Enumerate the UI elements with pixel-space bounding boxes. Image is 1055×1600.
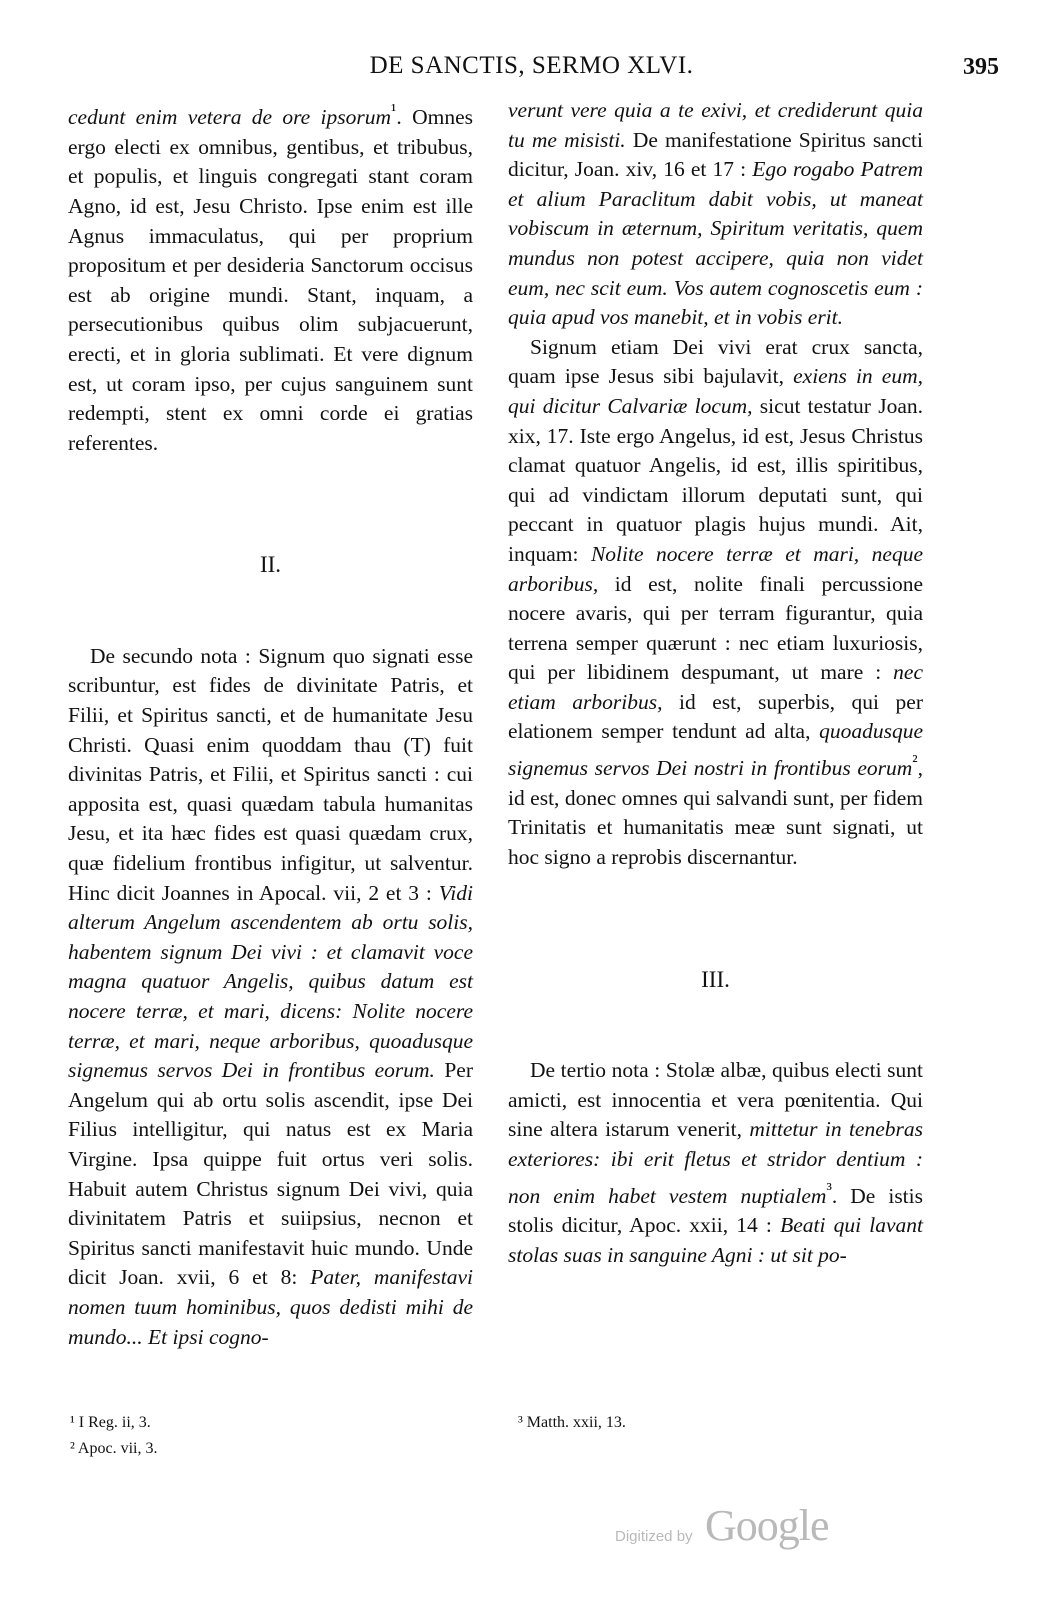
body-text: , id est, donec omnes qui salvandi sunt, per fidem Trinitatis et humanitatis meæ sunt signati, ut hoc signo a reprobis discernantur. (508, 756, 923, 869)
quote-text: Ego rogabo Patrem et alium Paraclitum dabit vobis, ut maneat vobiscum in æternum, Spiritum veritatis, quem mundus non potest accipere, quia non videt eum, nec scit eum. Vos autem cognoscetis eum : quia apud vos manebit, et in vobis erit. (508, 157, 923, 330)
right-paragraph-1 (508, 96, 923, 333)
quote-text: cedunt enim vetera de ore ipsorum (68, 105, 392, 130)
section-heading-3: III. (701, 966, 730, 992)
body-text: id est, nolite finali percussione nocere avaris, qui per terram figurantur, quia terrena semper quærunt : nec etiam luxuriosis, qui per libidinem despumant, ut mare : (508, 571, 923, 685)
digitized-watermark (615, 1500, 845, 1560)
google-logo: Google (705, 1501, 829, 1550)
right-column (508, 96, 923, 1271)
body-text: De secundo nota : Signum quo signati esse scribuntur, est fides de divinitate Patris, et Filii, et Spiritus sancti, et de humanitate Jesu Christi. Quasi enim quoddam thau (T) fuit divinitas Patris, et Filii, et Spiritus sancti : cui apposita est, quasi quædam tabula humanitas Jesu, et ita hæc fides est quasi quædam crux, quæ fidelium frontibus infigitur, ut salventur. Hinc dicit Joannes in Apocal. vii, 2 et 3 : (68, 643, 473, 905)
right-paragraph-2 (508, 333, 923, 873)
quote-text: mittetur in tenebras exteriores: ibi erit fletus et stridor dentium : non enim habet vestem nuptialem (508, 1117, 923, 1208)
running-title: DE SANCTIS, SERMO XLVI. (369, 52, 694, 79)
left-paragraph-2 (68, 642, 473, 1352)
left-paragraph-1 (68, 96, 473, 458)
footnote-marker: ³ (826, 1178, 832, 1199)
body-text: De manifestatione Spiritus sancti dicitur, Joan. xiv, 16 et 17 : (508, 127, 923, 182)
body-text: . De istis stolis dicitur, Apoc. xxii, 14 : (508, 1183, 923, 1238)
footnote-marker: ¹ (391, 100, 397, 120)
footnote-1: ¹ I Reg. ii, 3. (70, 1414, 151, 1431)
quote-text: nec etiam arboribus, (508, 660, 923, 714)
body-text: sicut testatur Joan. xix, 17. Iste ergo Angelus, id est, Jesus Christus clamat quatuor Angelis, id est, illis spiritibus, qui ad vindictam illorum deputati sunt, qui peccant in quatuor plagis hujus mundi. Ait, inquam: (508, 393, 923, 566)
quote-text: quoadusque signemus servos Dei nostri in frontibus eorum (508, 719, 923, 781)
quote-text: exiens in eum, qui dicitur Calvariæ locum, (508, 364, 924, 418)
quote-text: Vidi alterum Angelum ascendentem ab ortu solis, habentem signum Dei vivi : et clamavit voce magna quatuor Angelis, quibus datum est nocere terræ, et mari, dicens: Nolite nocere terræ, et mari, neque arboribus, quoadusque signemus servos Dei in frontibus eorum. (68, 880, 473, 1083)
footnote-3: ³ Matth. xxii, 13. (518, 1414, 626, 1431)
body-text: De tertio nota : Stolæ albæ, quibus electi sunt amicti, est innocentia et vera pœnitentia. Qui sine altera istarum venerit, (508, 1058, 923, 1142)
body-text: Signum etiam Dei vivi erat crux sancta, quam ipse Jesus sibi bajulavit, (508, 334, 923, 389)
body-text: id est, superbis, qui per elationem semper tendunt ad alta, (508, 689, 923, 744)
quote-text: Pater, manifestavi nomen tuum hominibus, quos dedisti mihi de mundo... Et ipsi cogno- (68, 1265, 473, 1349)
footnote-marker: ² (912, 751, 918, 772)
footnote-2: ² Apoc. vii, 3. (70, 1440, 158, 1457)
page-number: 395 (963, 54, 999, 80)
watermark-caption: Digitized by (615, 1528, 693, 1545)
footnotes-left (70, 1410, 370, 1462)
footnotes-right (518, 1410, 818, 1436)
body-text: . Omnes ergo electi ex omnibus, gentibus, et tribubus, et populis, et linguis congregati stant coram Agno, id est, Jesu Christo. Ipse enim est ille Agnus immaculatus, qui per proprium propositum et per desideria Sanctorum occisus est ab origine mundi. Stant, inquam, a persecutionibus quibus olim subjacuerunt, erecti, et in gloria sublimati. Et vere dignum est, ut coram ipso, per cujus sanguinem sunt redempti, stent ex omni corde ei gratias referentes. (68, 105, 473, 455)
quote-text: Beati qui lavant stolas suas in sanguine Agni : ut sit po- (508, 1213, 923, 1267)
body-text: Per Angelum qui ab ortu solis ascendit, ipse Dei Filius intelligitur, qui natus est ex Maria Virgine. Ipsa quippe fuit ortus veri solis. Habuit autem Christus signum Dei vivi, quia divinitatem Patris et suiipsius, necnon et Spiritus sancti manifestavit huic mundo. Unde dicit Joan. xvii, 6 et 8: (68, 1058, 473, 1290)
quote-text: verunt vere quia a te exivi, et crediderunt quia tu me misisti. (508, 98, 923, 152)
page-header (64, 52, 999, 92)
section-heading-2: II. (259, 552, 282, 578)
quote-text: Nolite nocere terræ et mari, neque arboribus, (508, 541, 923, 596)
left-column (68, 96, 473, 1352)
right-paragraph-3 (508, 1056, 923, 1270)
